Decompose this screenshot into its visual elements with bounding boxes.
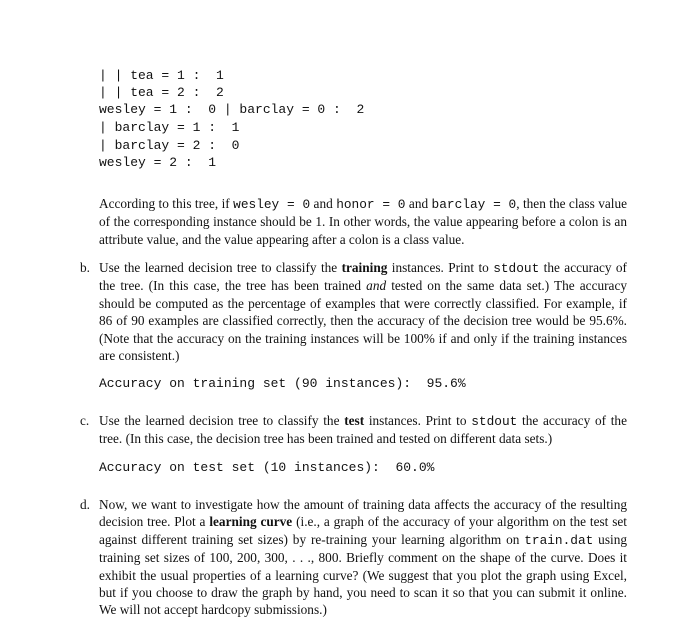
item-b-bold: training xyxy=(341,260,388,275)
item-c-text: Use the learned decision tree to classify the xyxy=(99,413,345,428)
item-d-paragraph xyxy=(99,496,627,619)
item-d-text: using training set sizes of 100, 200, 300, . . ., 800. Briefly comment on the shape of the curve. Does it exhibit the usual properties of a learning curve? (We suggest that you plot the graph using Excel, but if you choose to draw the graph by hand, you need to scan it so that you can submit it online. We will not accept hardcopy submissions.) xyxy=(99,531,628,618)
item-b-output: Accuracy on training set (90 instances): 95.6% xyxy=(99,376,466,391)
item-d-bold: learning curve xyxy=(209,514,293,530)
item-c-code: stdout xyxy=(471,414,518,429)
item-b-text: Use the learned decision tree to classify the xyxy=(99,260,342,275)
item-b-text: instances. Print to xyxy=(387,260,494,275)
item-d-text: (i.e., a graph of the accuracy of your algorithm on the test set against different training set sizes) by re-training your learning algorithm on xyxy=(99,514,627,547)
tree-line-3: wesley = 1 : 0 | barclay = 0 : 2 xyxy=(99,102,365,117)
item-b-text: tested on the same data set.) The accuracy should be computed as the percentage of examples that were correctly classified. For example, if 86 of 90 examples are classified correctly, then the accuracy of the decision tree would be 95.6%. (Note that the accuracy on the training instances will be 100% if and only if the training instances are consistent.) xyxy=(99,278,628,364)
item-c-text: the accuracy of the tree. (In this case, the decision tree has been trained and tested on different data sets.) xyxy=(99,413,627,447)
item-c-bold: test xyxy=(344,413,365,428)
item-d-label: d. xyxy=(80,497,90,512)
item-b-code: stdout xyxy=(493,261,540,276)
item-b-label: b. xyxy=(80,260,90,275)
item-d-text: Now, we want to investigate how the amount of training data affects the accuracy of the resulting decision tree. Plot a xyxy=(99,497,627,530)
tree-line-4: | barclay = 1 : 1 xyxy=(99,120,240,135)
intro-code: barclay = 0 xyxy=(431,197,517,212)
item-b-paragraph xyxy=(99,259,627,364)
tree-line-2: | | tea = 2 : 2 xyxy=(99,85,224,100)
item-d-code: train.dat xyxy=(524,532,594,548)
intro-text: and xyxy=(405,196,432,211)
item-b-emphasis: and xyxy=(366,278,387,294)
tree-line-6: wesley = 2 : 1 xyxy=(99,155,217,170)
intro-text: According to this tree, if xyxy=(99,196,234,211)
intro-paragraph xyxy=(99,195,627,248)
tree-line-5: | barclay = 2 : 0 xyxy=(99,138,240,153)
item-c-text: instances. Print to xyxy=(364,413,472,428)
item-c-paragraph xyxy=(99,412,627,448)
item-c-label: c. xyxy=(80,413,90,428)
item-b-text: the accuracy of the tree. (In this case, the tree has been trained xyxy=(99,260,627,294)
intro-text: , then the class value of the corresponding instance should be 1. In other words, the value appearing before a colon is an attribute value, and the value appearing after a colon is a class value. xyxy=(99,196,627,247)
tree-line-1: | | tea = 1 : 1 xyxy=(99,68,224,83)
intro-code: honor = 0 xyxy=(336,197,406,212)
intro-text: and xyxy=(310,196,337,211)
intro-code: wesley = 0 xyxy=(233,197,311,212)
item-c-output: Accuracy on test set (10 instances): 60.0% xyxy=(99,460,435,475)
